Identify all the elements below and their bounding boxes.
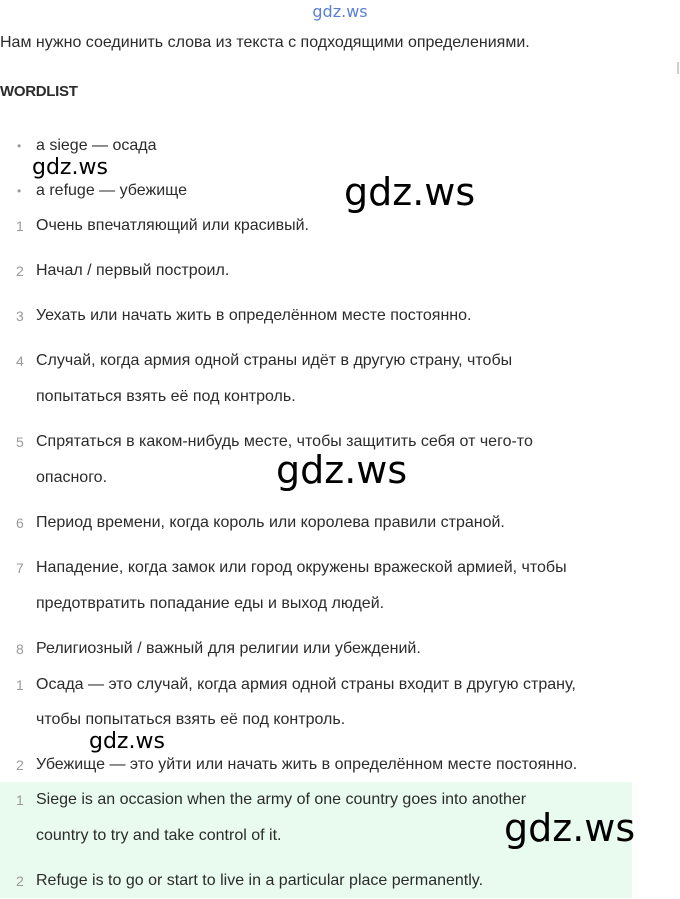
wordlist-heading: WORDLIST — [0, 83, 78, 100]
watermark: gdz.ws — [344, 170, 476, 214]
watermark: gdz.ws — [504, 806, 636, 850]
watermark-top: gdz.ws — [312, 2, 368, 21]
scrollbar-thumb[interactable] — [677, 62, 679, 74]
bullet-icon: • — [17, 184, 22, 198]
bullet-icon: • — [17, 139, 22, 153]
watermark: gdz.ws — [32, 155, 108, 180]
intro-text: Нам нужно соединить слова из текста с подходящими определениями. — [0, 34, 530, 51]
watermark: gdz.ws — [276, 448, 408, 492]
watermark: gdz.ws — [89, 729, 165, 754]
